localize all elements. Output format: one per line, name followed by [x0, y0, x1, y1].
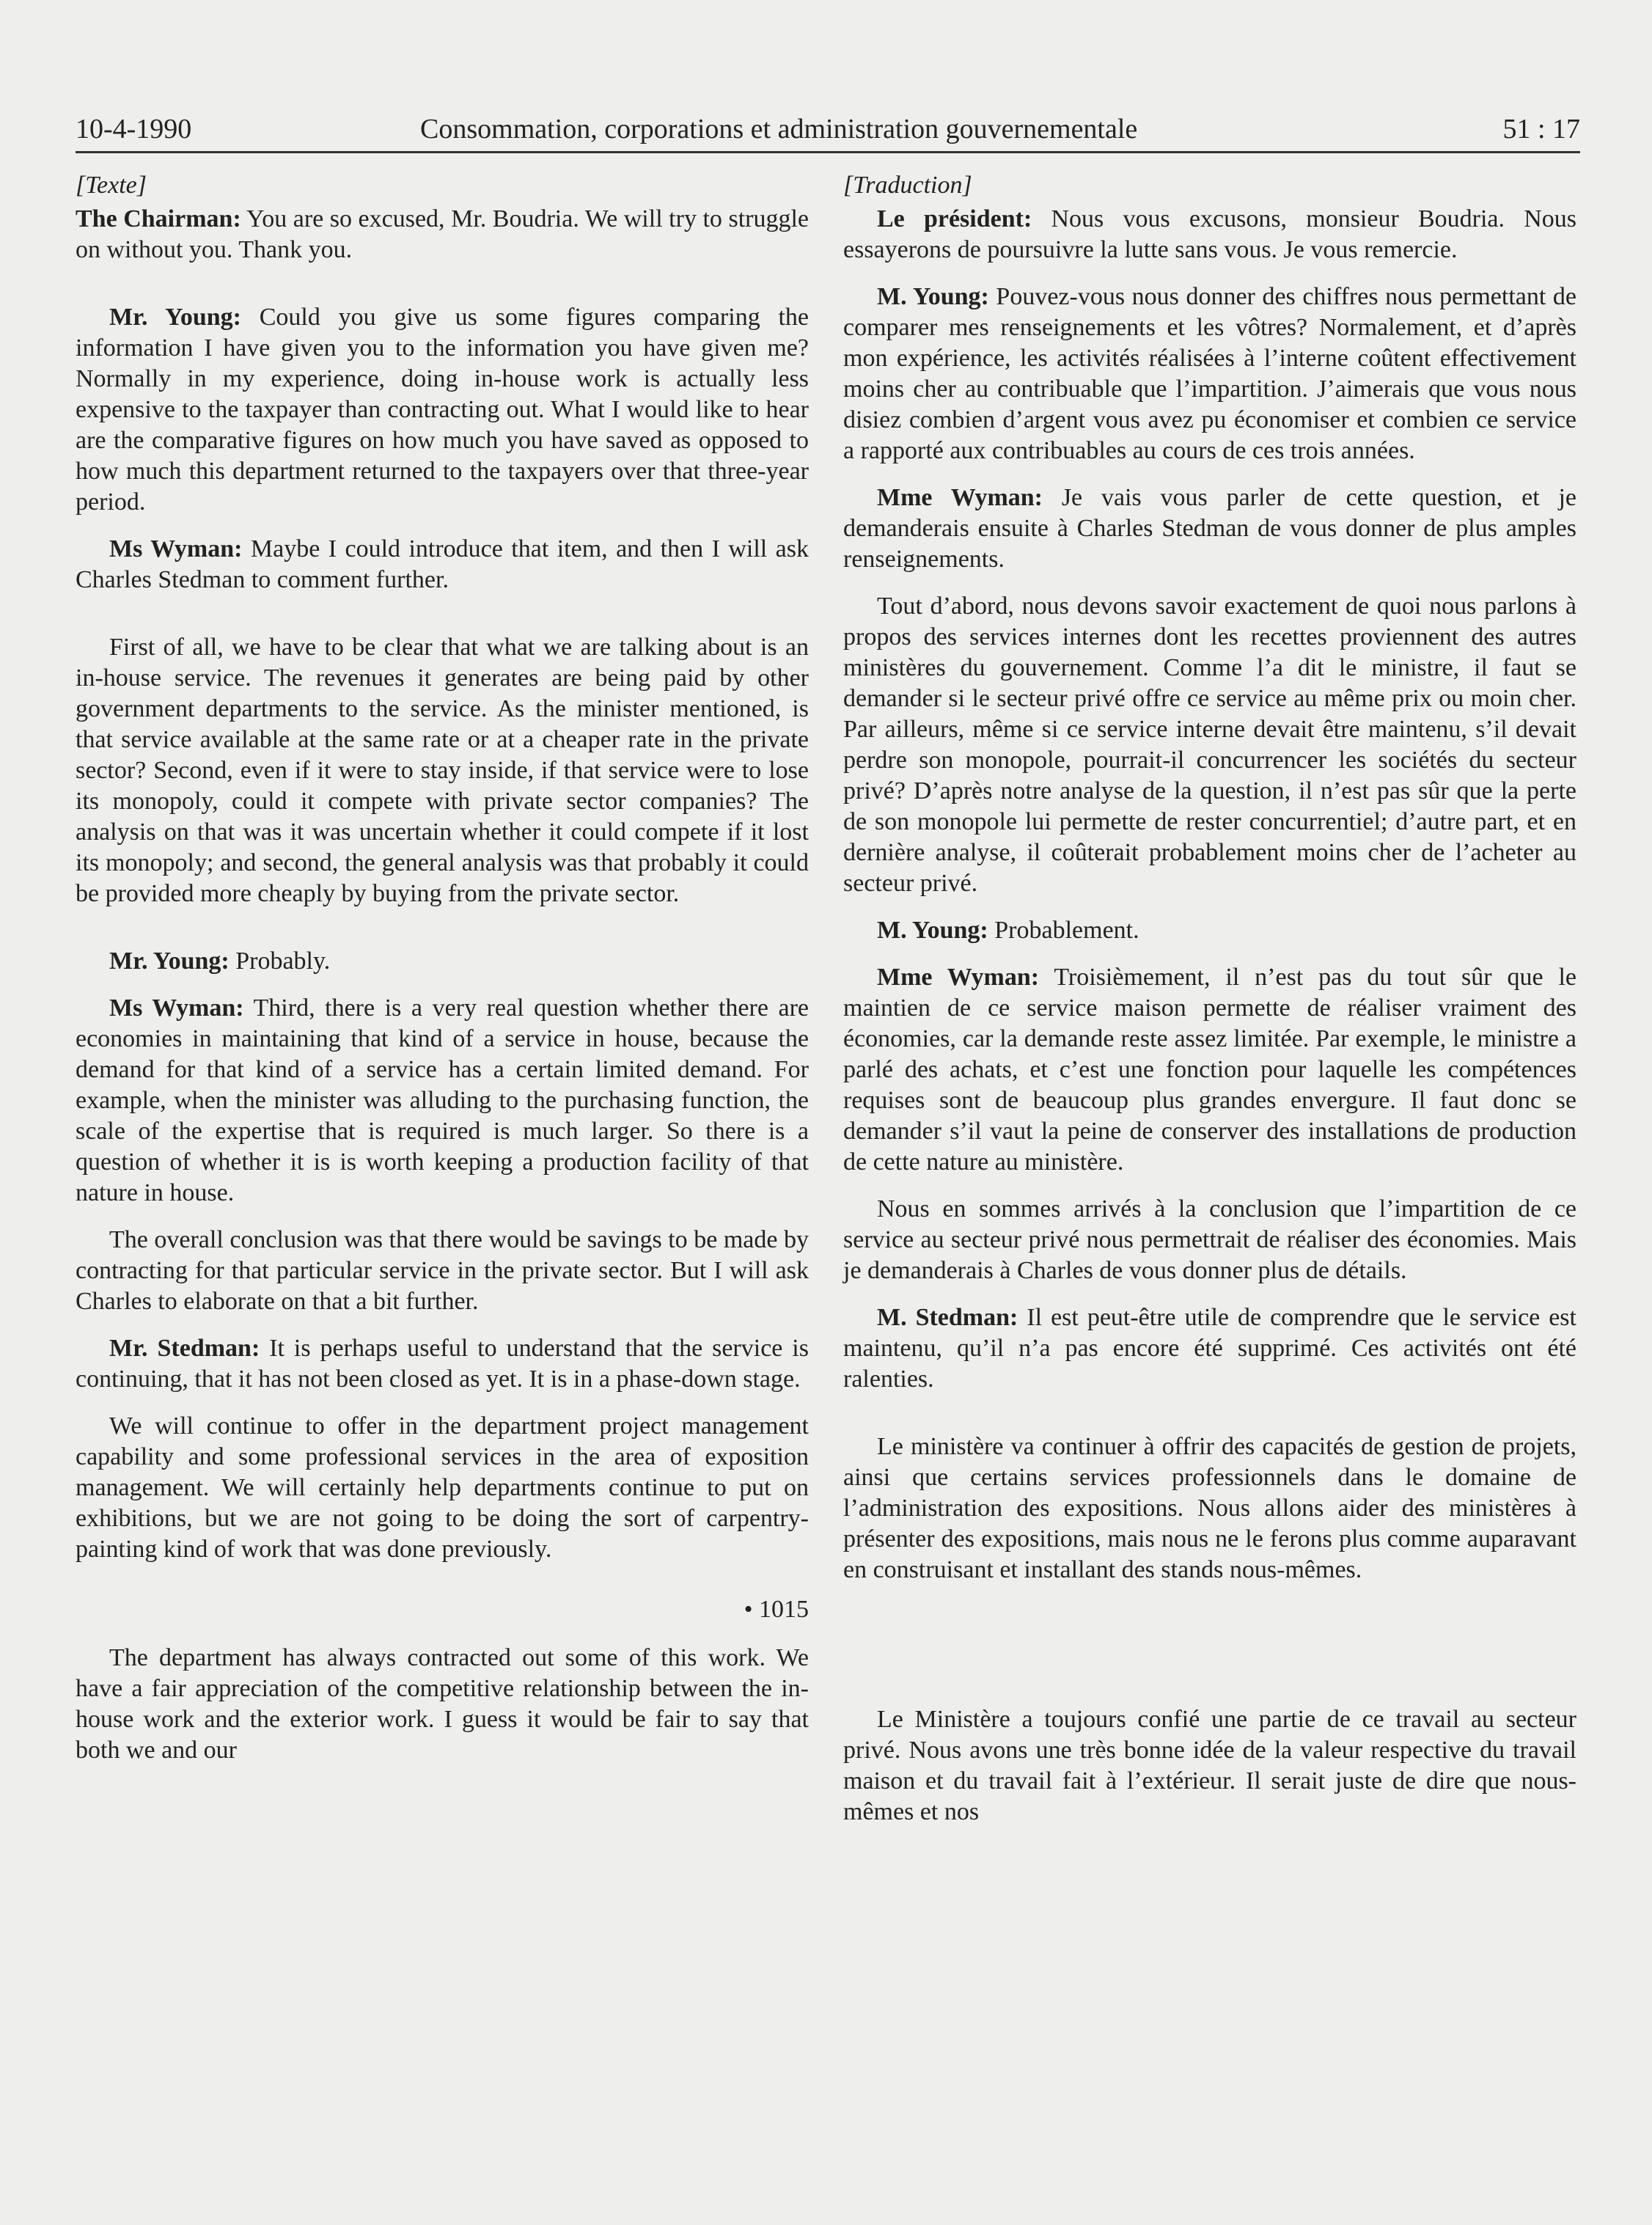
paragraph [76, 534, 809, 595]
speech-text: Third, there is a very real question whether there are economies in maintaining that kind of a service in house, because the demand for that kind of a service has a certain limited demand. For example, when the minister was alluding to the purchasing function, the scale of the expertise that is required is much larger. So there is a question of whether it is is worth keeping a production facility of that nature in house. [76, 994, 809, 1206]
speaker-name: M. Young: [877, 917, 988, 944]
speech-text: Probably. [229, 947, 331, 975]
speaker-name: The Chairman: [76, 205, 241, 232]
timestamp: • 1015 [744, 1596, 809, 1623]
paragraph: Nous en sommes arrivés à la conclusion que l’impartition de ce service au secteur privé nous permettrait de réaliser des économies. Mais je demanderais à Charles de vous donner plus de détails. [843, 1195, 1576, 1284]
header-date: 10-4-1990 [76, 114, 192, 144]
paragraph: Le Ministère a toujours confié une partie de ce travail au secteur privé. Nous avons une très bonne idée de la valeur respective du travail maison et du travail fait à l’extérieur. Il serait juste de dire que nous-mêmes et nos [843, 1706, 1576, 1825]
paragraph [843, 962, 1576, 1178]
page-header [76, 110, 1580, 153]
paragraph: The overall conclusion was that there would be savings to be made by contracting for that particular service in the private sector. But I will ask Charles to elaborate on that a bit further. [76, 1226, 809, 1315]
speech-text: Je vais vous parler de cette question, et je demanderais ensuite à Charles Stedman de vous donner de plus amples renseignements. [843, 484, 1576, 573]
paragraph: We will continue to offer in the department project management capability and some professional services in the area of exposition management. We will certainly help departments continue to put on exhibitions, but we are not going to be doing the sort of carpentry-painting kind of work that was done previously. [76, 1412, 809, 1563]
paragraph [843, 204, 1576, 265]
speaker-name: M. Stedman: [877, 1304, 1018, 1331]
speaker-name: Ms Wyman: [109, 535, 243, 562]
paragraph [76, 1333, 809, 1395]
paragraph [843, 915, 1576, 946]
paragraph [843, 1302, 1576, 1395]
paragraph: Tout d’abord, nous devons savoir exactement de quoi nous parlons à propos des services internes dont les recettes proviennent des autres ministères du gouvernement. Comme l’a dit le ministre, il faut se demander si le secteur privé offre ce service au même prix ou moin cher. Par ailleurs, même si ce service interne devait être maintenu, s’il devait perdre son monopole, pourrait-il concurrencer les sociétés du secteur privé? D’après notre analyse de la question, il n’est pas sûr que la perte de son monopole lui permette de rester concurrentiel; d’autre part, et en dernière analyse, il coûterait probablement moins cher de l’acheter au secteur privé. [843, 593, 1576, 897]
english-column [76, 170, 809, 1782]
paragraph [76, 993, 809, 1209]
header-title: Consommation, corporations et administration gouvernementale [420, 114, 1138, 144]
paragraph [76, 302, 809, 518]
french-column [843, 170, 1576, 1844]
speaker-name: Mme Wyman: [877, 964, 1040, 991]
speech-text: Could you give us some figures comparing the information I have given you to the information you have given me? Normally in my experience, doing in-house work is actually less expensive to the taxpayer than contracting out. What I would like to hear are the comparative figures on how much you have saved as opposed to how much this department returned to the taxpayers over that three-year period. [76, 304, 809, 516]
paragraph: The department has always contracted out some of this work. We have a fair appreciation of the competitive relationship between the in-house work and the exterior work. I guess it would be fair to say that both we and our [76, 1644, 809, 1764]
paragraph: Le ministère va continuer à offrir des capacités de gestion de projets, ainsi que certains services professionnels dans le domaine de l’administration des expositions. Nous allons aider des ministères à présenter des expositions, mais nous ne le ferons plus comme auparavant en construisant et installant des stands nous-mêmes. [843, 1433, 1576, 1583]
speech-text: You are so excused, Mr. Boudria. We will try to struggle on without you. Thank you. [76, 205, 809, 263]
speech-text: Pouvez-vous nous donner des chiffres nous permettant de comparer mes renseignements et les vôtres? Normalement, et d’après mon expérience, les activités réalisées à l’interne coûtent effectivement moins cher au contribuable que l’impartition. J’aimerais que vous nous disiez combien d’argent vous avez pu économiser et combien ce service a rapporté aux contribuables au cours de ces trois années. [843, 283, 1576, 464]
speaker-name: Mme Wyman: [877, 484, 1043, 511]
speech-text: Nous vous excusons, monsieur Boudria. Nous essayerons de poursuivre la lutte sans vous. Je vous remercie. [843, 205, 1576, 263]
speech-text: Maybe I could introduce that item, and then I will ask Charles Stedman to comment further. [76, 535, 809, 593]
speech-text: Troisièmement, il n’est pas du tout sûr que le maintien de ce service maison permette de réaliser vraiment des économies, car la demande reste assez limitée. Par exemple, le ministre a parlé des achats, et c’est une fonction pour laquelle les compétences requises sont de beaucoup plus grandes envergure. Il faut donc se demander s’il vaut la peine de conserver des installations de production de cette nature au ministère. [843, 964, 1576, 1176]
speaker-name: Mr. Young: [109, 304, 241, 331]
paragraph [843, 483, 1576, 575]
speech-text: Probablement. [988, 917, 1139, 944]
column-marker: [Texte] [76, 172, 147, 199]
header-page-number: 51 : 17 [1502, 114, 1580, 144]
paragraph: First of all, we have to be clear that what we are talking about is an in-house service. The revenues it generates are being paid by other government departments to the service. As the minister mentioned, is that service available at the same rate or at a cheaper rate in the private sector? Second, even if it were to stay inside, if that service were to lose its monopoly, could it compete with private sector companies? The analysis on that was it was uncertain whether it could compete if it lost its monopoly; and second, the general analysis was that probably it could be provided more cheaply by buying from the private sector. [76, 634, 809, 907]
speech-text: It is perhaps useful to understand that the service is continuing, that it has not been closed as yet. It is in a phase-down stage. [76, 1335, 809, 1393]
paragraph [76, 204, 809, 265]
speaker-name: Mr. Young: [109, 947, 230, 975]
speech-text: Il est peut-être utile de comprendre que le service est maintenu, qu’il n’a pas encore été supprimé. Ces activités ont été ralenties. [843, 1304, 1576, 1393]
paragraph [76, 946, 809, 977]
column-marker: [Traduction] [843, 172, 972, 199]
speaker-name: Ms Wyman: [109, 994, 244, 1022]
paragraph [843, 282, 1576, 466]
speaker-name: Le président: [877, 205, 1032, 232]
speaker-name: M. Young: [877, 283, 989, 310]
speaker-name: Mr. Stedman: [109, 1335, 260, 1362]
